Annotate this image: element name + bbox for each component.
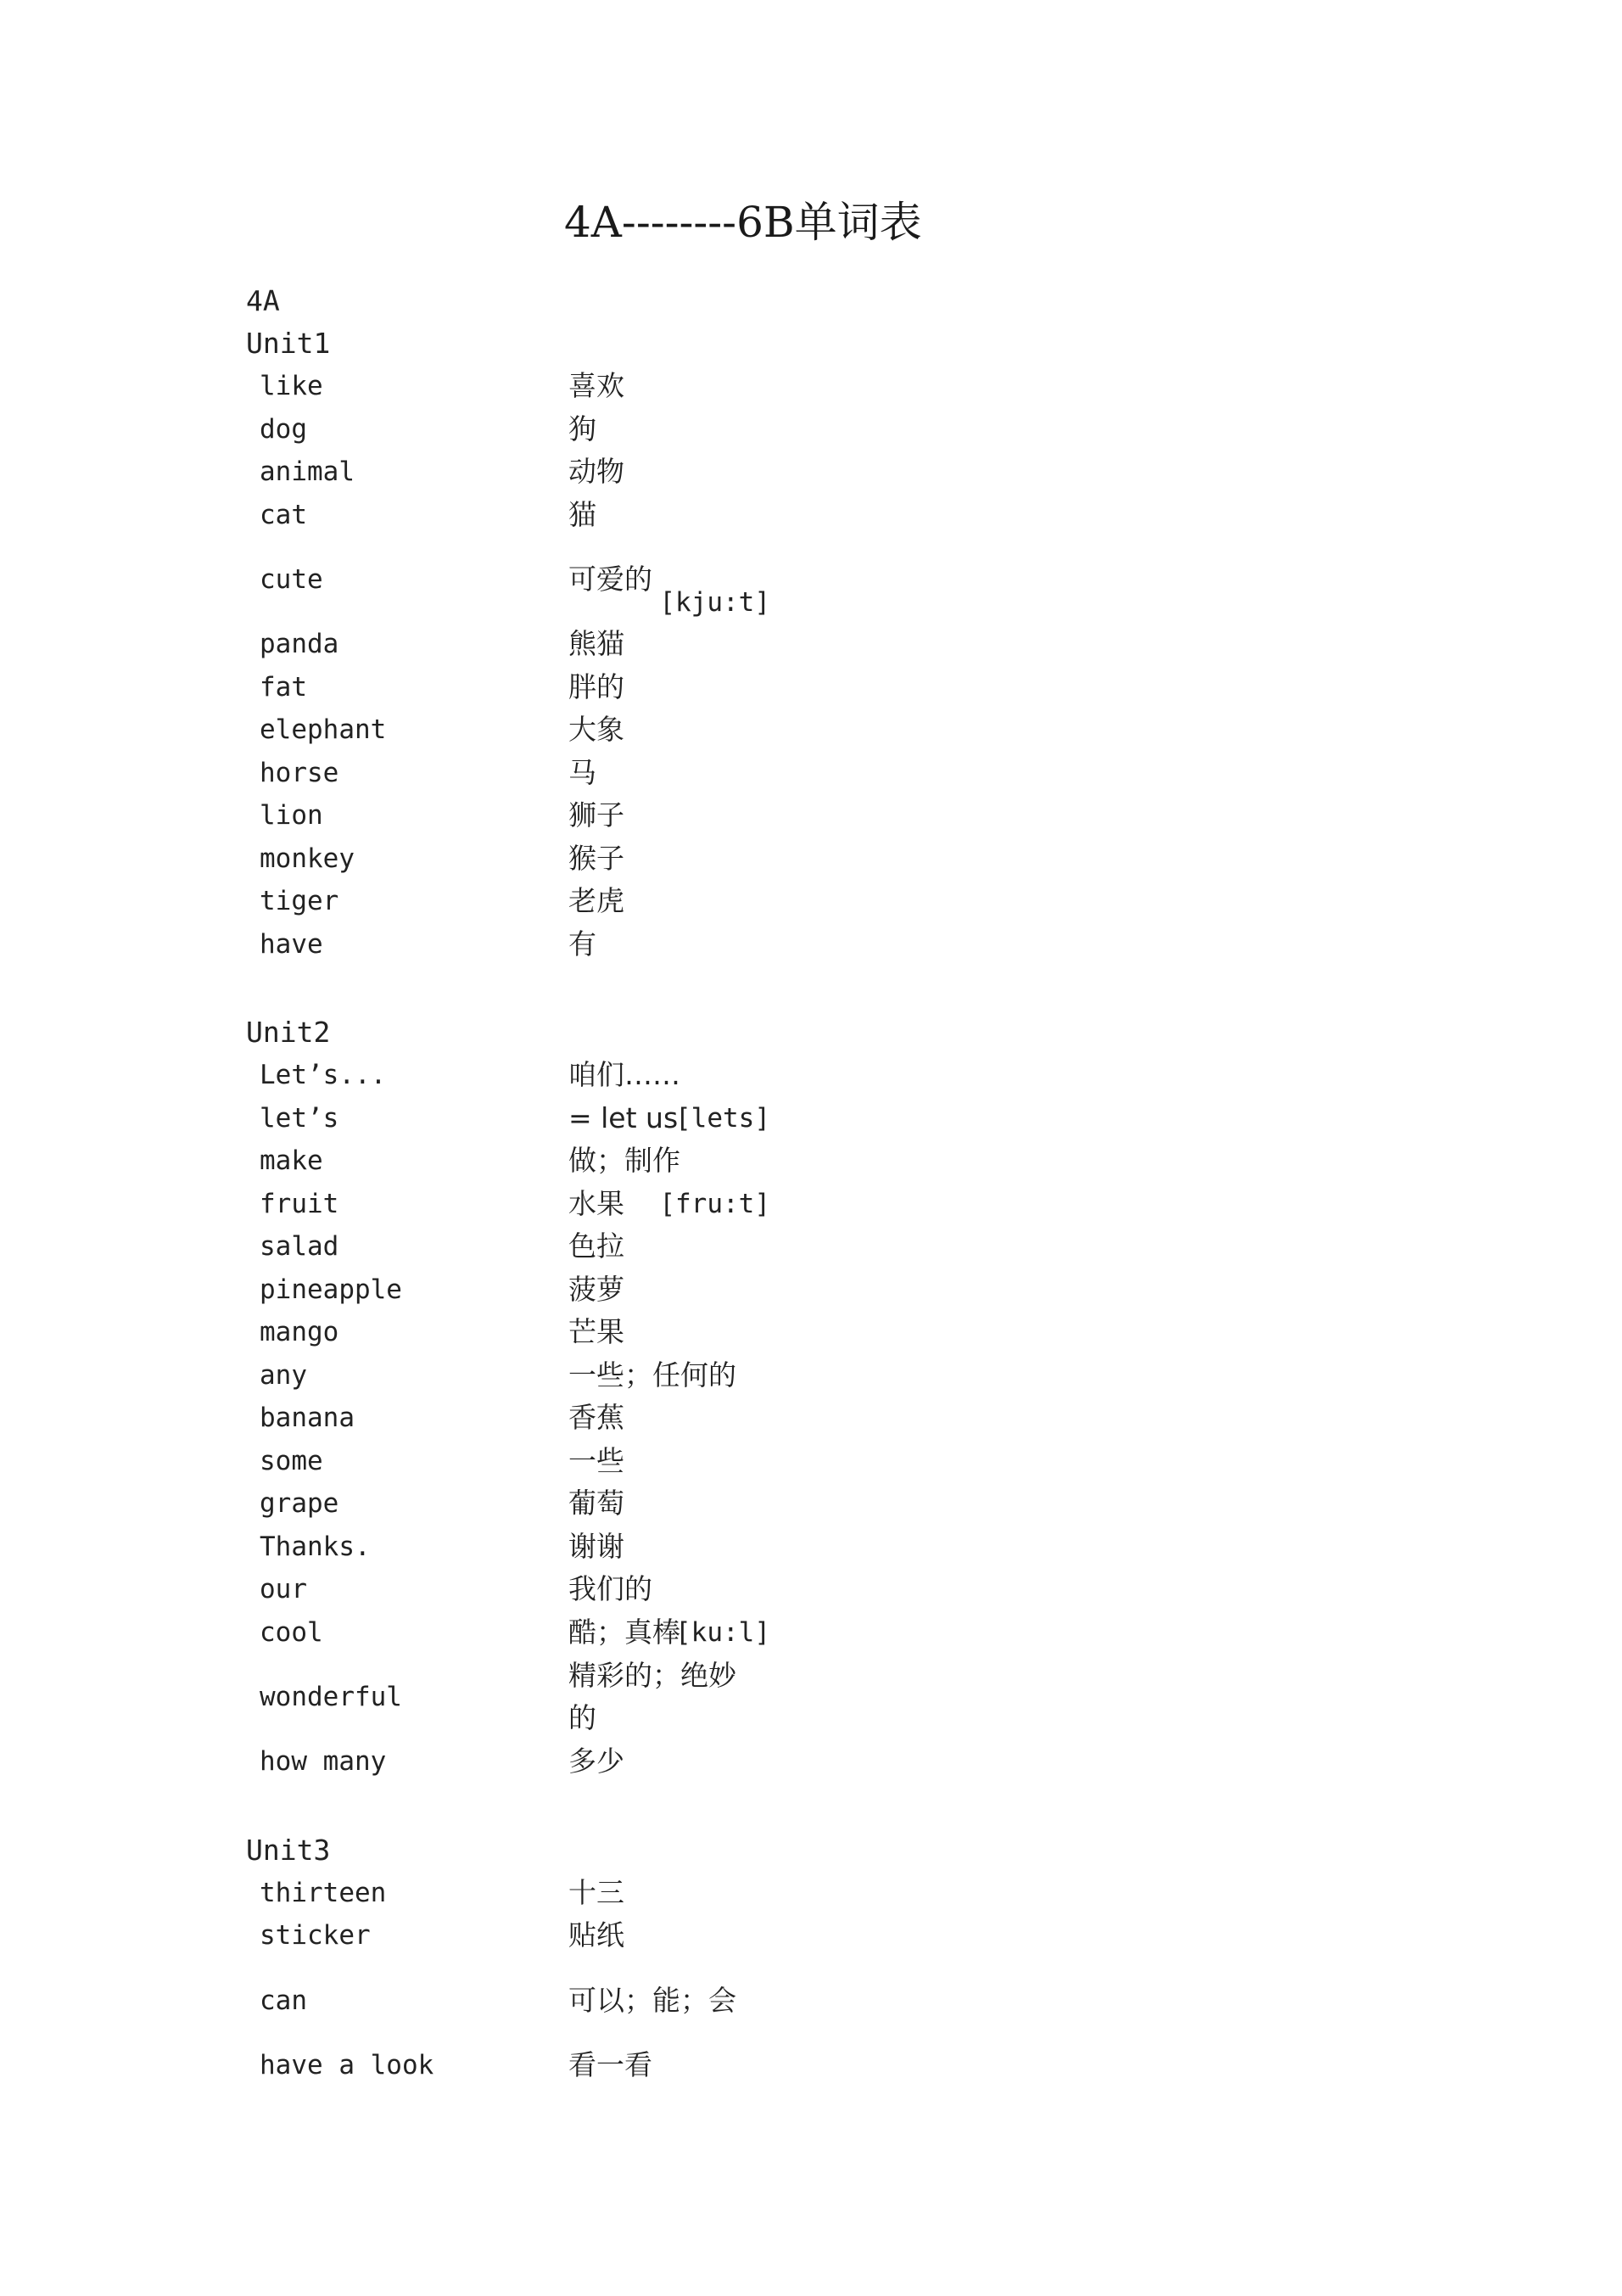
word-row xyxy=(246,1611,1434,1655)
phonetic: [lets] xyxy=(675,1102,770,1134)
unit-title: Unit1 xyxy=(246,327,331,360)
chinese-meaning-text: 做；制作 xyxy=(568,1144,680,1178)
chinese-meaning-text: 菠萝 xyxy=(568,1272,624,1306)
phonetic: [fru:t] xyxy=(659,1188,770,1219)
english-word: Thanks. xyxy=(260,1531,371,1562)
chinese-meaning-text: 大象 xyxy=(568,713,624,747)
word-row xyxy=(246,2044,1434,2087)
word-row xyxy=(246,837,1434,881)
english-word: let’s xyxy=(260,1102,339,1134)
word-row xyxy=(246,1054,1434,1097)
chinese-meaning xyxy=(568,1957,763,2044)
unit-section xyxy=(246,322,1434,966)
english-word: cat xyxy=(260,499,307,530)
chinese-meaning-text: 动物 xyxy=(568,455,624,489)
chinese-meaning xyxy=(568,451,763,494)
chinese-meaning xyxy=(568,794,763,837)
chinese-meaning-text: 有 xyxy=(568,927,596,960)
phonetic: [kju:t] xyxy=(659,587,770,618)
chinese-meaning xyxy=(568,2044,763,2087)
chinese-meaning-text: 葡萄 xyxy=(568,1487,624,1520)
chinese-meaning xyxy=(568,1914,763,1957)
chinese-meaning-text: 精彩的；绝妙的 xyxy=(568,1659,736,1734)
english-word: cool xyxy=(260,1616,323,1648)
chinese-meaning xyxy=(568,1397,763,1440)
unit-section xyxy=(246,1829,1434,2087)
english-word: banana xyxy=(260,1403,355,1434)
word-row xyxy=(246,1872,1434,1915)
chinese-meaning xyxy=(568,1097,763,1140)
chinese-meaning xyxy=(568,623,763,666)
word-row xyxy=(246,408,1434,451)
word-row xyxy=(246,1354,1434,1397)
unit-title: Unit3 xyxy=(246,1833,331,1867)
english-word: some xyxy=(260,1445,323,1476)
word-row xyxy=(246,1482,1434,1526)
chinese-meaning xyxy=(568,365,763,408)
word-row xyxy=(246,1097,1434,1140)
chinese-meaning-text: 我们的 xyxy=(568,1572,652,1606)
english-word: horse xyxy=(260,757,339,788)
chinese-meaning-text: 狗 xyxy=(568,412,596,445)
word-row xyxy=(246,365,1434,408)
english-word: tiger xyxy=(260,886,339,917)
chinese-meaning-text: 猫 xyxy=(568,497,596,531)
word-row xyxy=(246,1568,1434,1611)
chinese-meaning xyxy=(568,408,763,451)
chinese-meaning xyxy=(568,837,763,881)
phonetic: [ku:l] xyxy=(675,1616,770,1648)
chinese-meaning xyxy=(568,1526,763,1569)
chinese-meaning-text: 可以；能；会 xyxy=(568,1983,736,2017)
english-word: can xyxy=(260,1985,307,2016)
chinese-meaning xyxy=(568,1611,763,1655)
grade-heading: 4A xyxy=(246,284,280,317)
english-word: any xyxy=(260,1359,307,1391)
chinese-meaning xyxy=(568,1440,763,1483)
chinese-meaning xyxy=(568,536,763,623)
word-row xyxy=(246,1140,1434,1183)
chinese-meaning xyxy=(568,923,763,966)
chinese-meaning xyxy=(568,494,763,537)
chinese-meaning-text: 芒果 xyxy=(568,1315,624,1349)
word-row xyxy=(246,1440,1434,1483)
english-word: elephant xyxy=(260,714,387,746)
english-word: thirteen xyxy=(260,1877,387,1908)
chinese-meaning xyxy=(568,1354,763,1397)
chinese-meaning-text: 可爱的 xyxy=(568,563,652,596)
chinese-meaning-text: 十三 xyxy=(568,1875,624,1909)
chinese-meaning-text: 一些；任何的 xyxy=(568,1358,736,1392)
english-word: have a look xyxy=(260,2049,434,2080)
english-word: like xyxy=(260,371,323,402)
english-word: Let’s... xyxy=(260,1060,387,1091)
word-row xyxy=(246,494,1434,537)
word-row xyxy=(246,1957,1434,2044)
chinese-meaning-text: 咱们…… xyxy=(568,1058,680,1092)
chinese-meaning xyxy=(568,666,763,709)
word-row xyxy=(246,794,1434,837)
word-row xyxy=(246,708,1434,752)
word-row xyxy=(246,1225,1434,1268)
english-word: make xyxy=(260,1145,323,1177)
chinese-meaning-text: 狮子 xyxy=(568,798,624,832)
english-word: grape xyxy=(260,1488,339,1520)
chinese-meaning-text: 一些 xyxy=(568,1443,624,1477)
english-word: sticker xyxy=(260,1920,371,1952)
vocabulary-list xyxy=(246,280,1434,2132)
word-row xyxy=(246,536,1434,623)
word-row xyxy=(246,1268,1434,1312)
word-row xyxy=(246,1654,1434,1740)
english-word: how many xyxy=(260,1746,387,1778)
units-container xyxy=(246,322,1434,2086)
chinese-meaning xyxy=(568,1872,763,1915)
chinese-meaning-text: 水果 xyxy=(568,1186,624,1220)
word-row xyxy=(246,923,1434,966)
chinese-meaning xyxy=(568,1225,763,1268)
english-word: have xyxy=(260,928,323,960)
english-word: animal xyxy=(260,456,355,488)
word-row xyxy=(246,1397,1434,1440)
chinese-meaning xyxy=(568,1054,763,1097)
word-row xyxy=(246,666,1434,709)
chinese-meaning-text: 多少 xyxy=(568,1744,624,1778)
english-word: lion xyxy=(260,800,323,832)
english-word: wonderful xyxy=(260,1682,402,1712)
english-word: salad xyxy=(260,1231,339,1263)
word-row xyxy=(246,451,1434,494)
chinese-meaning xyxy=(568,1268,763,1312)
english-word: fat xyxy=(260,671,307,703)
chinese-meaning-text: 贴纸 xyxy=(568,1918,624,1952)
chinese-meaning-text: 胖的 xyxy=(568,669,624,703)
chinese-meaning xyxy=(568,1482,763,1526)
word-row xyxy=(246,1740,1434,1784)
chinese-meaning-text: 香蕉 xyxy=(568,1401,624,1435)
chinese-meaning xyxy=(568,1740,763,1784)
unit-section xyxy=(246,1011,1434,1784)
word-row xyxy=(246,752,1434,795)
english-word: mango xyxy=(260,1317,339,1348)
chinese-meaning xyxy=(568,1140,763,1183)
english-word: our xyxy=(260,1574,307,1605)
chinese-meaning xyxy=(568,1568,763,1611)
word-row xyxy=(246,1311,1434,1354)
chinese-meaning-text: 喜欢 xyxy=(568,369,624,403)
chinese-meaning xyxy=(568,752,763,795)
chinese-meaning-text: 看一看 xyxy=(568,2047,652,2081)
english-word: cute xyxy=(260,564,323,595)
word-row xyxy=(246,880,1434,923)
chinese-meaning-text: 猴子 xyxy=(568,841,624,875)
document-title: 4A--------6B单词表 xyxy=(564,198,922,247)
english-word: panda xyxy=(260,629,339,660)
chinese-meaning xyxy=(568,880,763,923)
word-row xyxy=(246,1914,1434,1957)
chinese-meaning-text: 马 xyxy=(568,755,596,789)
chinese-meaning xyxy=(568,1654,763,1740)
chinese-meaning-text: 谢谢 xyxy=(568,1529,624,1563)
english-word: fruit xyxy=(260,1188,339,1219)
word-row xyxy=(246,623,1434,666)
word-row xyxy=(246,1526,1434,1569)
chinese-meaning-text: 酷；真棒 xyxy=(568,1615,680,1649)
chinese-meaning-text: 色拉 xyxy=(568,1229,624,1263)
english-word: dog xyxy=(260,413,307,445)
chinese-meaning xyxy=(568,1183,763,1226)
chinese-meaning-text: = let us xyxy=(568,1100,679,1134)
chinese-meaning xyxy=(568,1311,763,1354)
chinese-meaning-text: 老虎 xyxy=(568,884,624,918)
english-word: monkey xyxy=(260,843,355,874)
chinese-meaning xyxy=(568,708,763,752)
unit-title: Unit2 xyxy=(246,1016,331,1049)
english-word: pineapple xyxy=(260,1274,402,1305)
chinese-meaning-text: 熊猫 xyxy=(568,627,624,661)
word-row xyxy=(246,1183,1434,1226)
